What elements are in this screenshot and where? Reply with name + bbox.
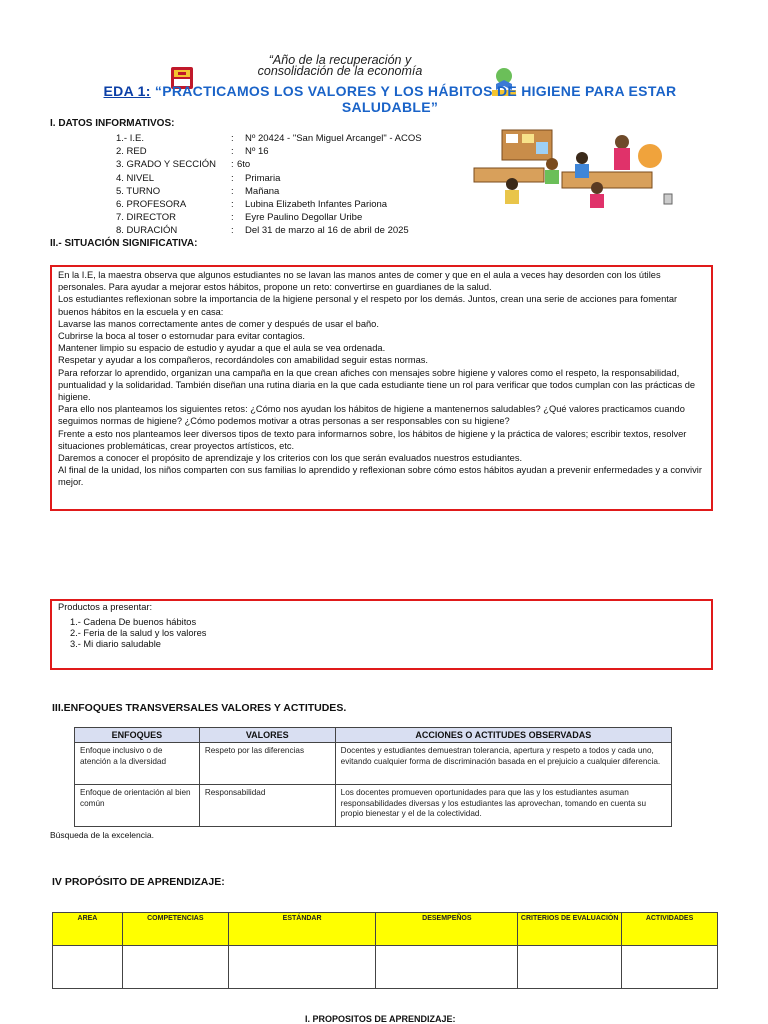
table-cell[interactable]: [376, 946, 518, 989]
table-row: [53, 946, 718, 989]
proposito-table: [52, 912, 718, 989]
datos-label: 5. TURNO: [116, 185, 161, 197]
datos-row: [116, 145, 422, 158]
datos-colon: :: [231, 146, 234, 158]
datos-row: [116, 185, 422, 198]
datos-value: Eyre Paulino Degollar Uribe: [245, 212, 363, 224]
title-line-2: SALUDABLE”: [341, 99, 439, 115]
datos-value: Primaria: [245, 172, 281, 184]
classroom-illustration: [472, 128, 678, 210]
productos-heading: Productos a presentar:: [58, 602, 153, 612]
table-cell[interactable]: [622, 946, 718, 989]
table-row: [75, 785, 672, 827]
table-cell[interactable]: [228, 946, 376, 989]
situacion-paragraph: Mantener limpio su espacio de estudio y ayudar a que el aula se vea ordenada.: [58, 343, 386, 354]
enfoques-heading: III.ENFOQUES TRANSVERSALES VALORES Y ACTITUDES.: [52, 702, 347, 714]
column-header: AREA: [53, 913, 123, 946]
column-header: ESTÁNDAR: [228, 913, 376, 946]
datos-label: 6. PROFESORA: [116, 198, 187, 210]
situacion-paragraph: Para ello nos planteamos los siguientes retos: ¿Cómo nos ayudan los hábitos de higiene a mantenernos saludables? ¿Qué valores practicamos cuando seguimos normas de higiene? ¿Cómo podemos motivar a otras personas a ser responsables con su higiene?: [58, 404, 685, 427]
datos-value: Nº 20424 - "San Miguel Arcangel" - ACOS: [245, 133, 422, 144]
situacion-paragraph: Frente a esto nos planteamos leer diversos tipos de texto para informarnos sobre, los hábitos de higiene y la práctica de valores; escribir textos, resolver situaciones problemáticas, crear proyectos artísticos, etc.: [58, 428, 687, 451]
enfoques-table: [74, 727, 672, 827]
datos-label: 1.- I.E.: [116, 133, 144, 144]
page-title: [60, 83, 720, 115]
situacion-paragraph: Los estudiantes reflexionan sobre la importancia de la higiene personal y el respeto por los demás. Juntos, crean una serie de acciones para fomentar buenos hábitos en la escuela y en casa:: [58, 294, 678, 317]
table-cell: Enfoque inclusivo o de atención a la diversidad: [75, 743, 200, 785]
table-cell[interactable]: [53, 946, 123, 989]
datos-colon: :: [231, 172, 234, 184]
column-header: CRITERIOS DE EVALUACIÓN: [518, 913, 622, 946]
datos-row: [116, 172, 422, 185]
table-row: [75, 743, 672, 785]
datos-row: [116, 198, 422, 211]
table-header-row: [53, 913, 718, 946]
datos-value: Lubina Elizabeth Infantes Pariona: [245, 198, 388, 210]
table-cell: Los docentes promueven oportunidades para que las y los estudiantes asuman responsabilidades diversas y los estudiantes las aprovechan, tomando en cuenta su propio bienestar y el de la colectividad.: [335, 785, 671, 827]
column-header: ENFOQUES: [75, 728, 200, 743]
situacion-paragraph: Daremos a conocer el propósito de aprendizaje y los criterios con los que serán evaluados nuestros estudiantes.: [58, 453, 523, 464]
situacion-paragraph: Al final de la unidad, los niños comparten con sus familias lo aprendido y reflexionan sobre cómo estos hábitos ayudan a prevenir enfermedades y a convivir mejor.: [58, 465, 702, 488]
table-cell[interactable]: [518, 946, 622, 989]
datos-value: 6to: [237, 159, 251, 171]
situacion-paragraph: Para reforzar lo aprendido, organizan una campaña en la que crean afiches con mensajes sobre higiene y valores como el respeto, la responsabilidad, puntualidad y la solidaridad. También diseñan una rutina diaria en la que cada estudiante tiene un rol para verificar que todos cumplan con las prácticas de higiene.: [58, 367, 696, 403]
situacion-paragraph: En la I.E, la maestra observa que algunos estudiantes no se lavan las manos antes de comer y que en el aula a veces hay desorden con los útiles personales. Para ayudar a mejorar estos hábitos, propone un reto: convertirse en guardianes de la salud.: [58, 270, 661, 293]
datos-colon: :: [231, 159, 234, 171]
datos-colon: :: [231, 198, 234, 210]
column-header: ACCIONES O ACTITUDES OBSERVADAS: [335, 728, 671, 743]
situacion-paragraph: Respetar y ayudar a los compañeros, recordándoles con amabilidad seguir estas normas.: [58, 355, 429, 366]
datos-list: [116, 132, 422, 238]
datos-colon: :: [231, 212, 234, 224]
quote-line-1: “Año de la recuperación y: [268, 53, 412, 67]
table-header-row: [75, 728, 672, 743]
datos-row: [116, 211, 422, 224]
datos-label: 2. RED: [116, 146, 147, 158]
list-item: 1.- Cadena De buenos hábitos: [70, 617, 197, 627]
table-cell: Docentes y estudiantes demuestran tolerancia, apertura y respeto a todos y cada uno, evitando cualquier forma de discriminación basada en el prejuicio a cualquier diferencia.: [335, 743, 671, 785]
enfoques-note: Búsqueda de la excelencia.: [50, 830, 154, 840]
quote-line-2: consolidación de la economía: [257, 64, 423, 78]
productos-list: [70, 617, 705, 650]
datos-colon: :: [231, 185, 234, 197]
datos-label: 3. GRADO Y SECCIÓN: [116, 159, 216, 171]
datos-heading: I. DATOS INFORMATIVOS:: [50, 118, 175, 129]
datos-label: 7. DIRECTOR: [116, 212, 177, 224]
title-line-1: “PRACTICAMOS LOS VALORES Y LOS HÁBITOS DE HIGIENE PARA ESTAR: [154, 83, 677, 99]
eda-label: EDA 1:: [103, 83, 151, 99]
situacion-box: [50, 265, 713, 511]
list-item: 2.- Feria de la salud y los valores: [70, 628, 207, 638]
datos-row: [116, 158, 422, 171]
productos-box: [50, 599, 713, 670]
column-header: COMPETENCIAS: [122, 913, 228, 946]
table-cell[interactable]: [122, 946, 228, 989]
datos-row: [116, 224, 422, 237]
column-header: DESEMPEÑOS: [376, 913, 518, 946]
table-cell: Enfoque de orientación al bien común: [75, 785, 200, 827]
datos-value: Mañana: [245, 185, 280, 197]
situacion-paragraph: Lavarse las manos correctamente antes de comer y después de usar el baño.: [58, 318, 379, 329]
datos-row: [116, 132, 422, 145]
datos-value: Del 31 de marzo al 16 de abril de 2025: [245, 225, 409, 237]
situacion-paragraph: Cubrirse la boca al toser o estornudar para evitar contagios.: [58, 331, 306, 342]
datos-colon: :: [231, 225, 234, 237]
situacion-heading: II.- SITUACIÓN SIGNIFICATIVA:: [50, 238, 198, 249]
list-item: 3.- Mi diario saludable: [70, 639, 161, 649]
table-cell: Responsabilidad: [199, 785, 335, 827]
column-header: VALORES: [199, 728, 335, 743]
datos-label: 4. NIVEL: [116, 172, 155, 184]
table-cell: Respeto por las diferencias: [199, 743, 335, 785]
datos-colon: :: [231, 133, 234, 144]
header-quote: [230, 55, 450, 77]
proposito-heading: IV PROPÓSITO DE APRENDIZAJE:: [52, 876, 225, 888]
datos-value: Nº 16: [245, 146, 269, 158]
column-header: ACTIVIDADES: [622, 913, 718, 946]
footer-heading: I. PROPOSITOS DE APRENDIZAJE:: [305, 1014, 456, 1024]
datos-label: 8. DURACIÓN: [116, 225, 178, 237]
